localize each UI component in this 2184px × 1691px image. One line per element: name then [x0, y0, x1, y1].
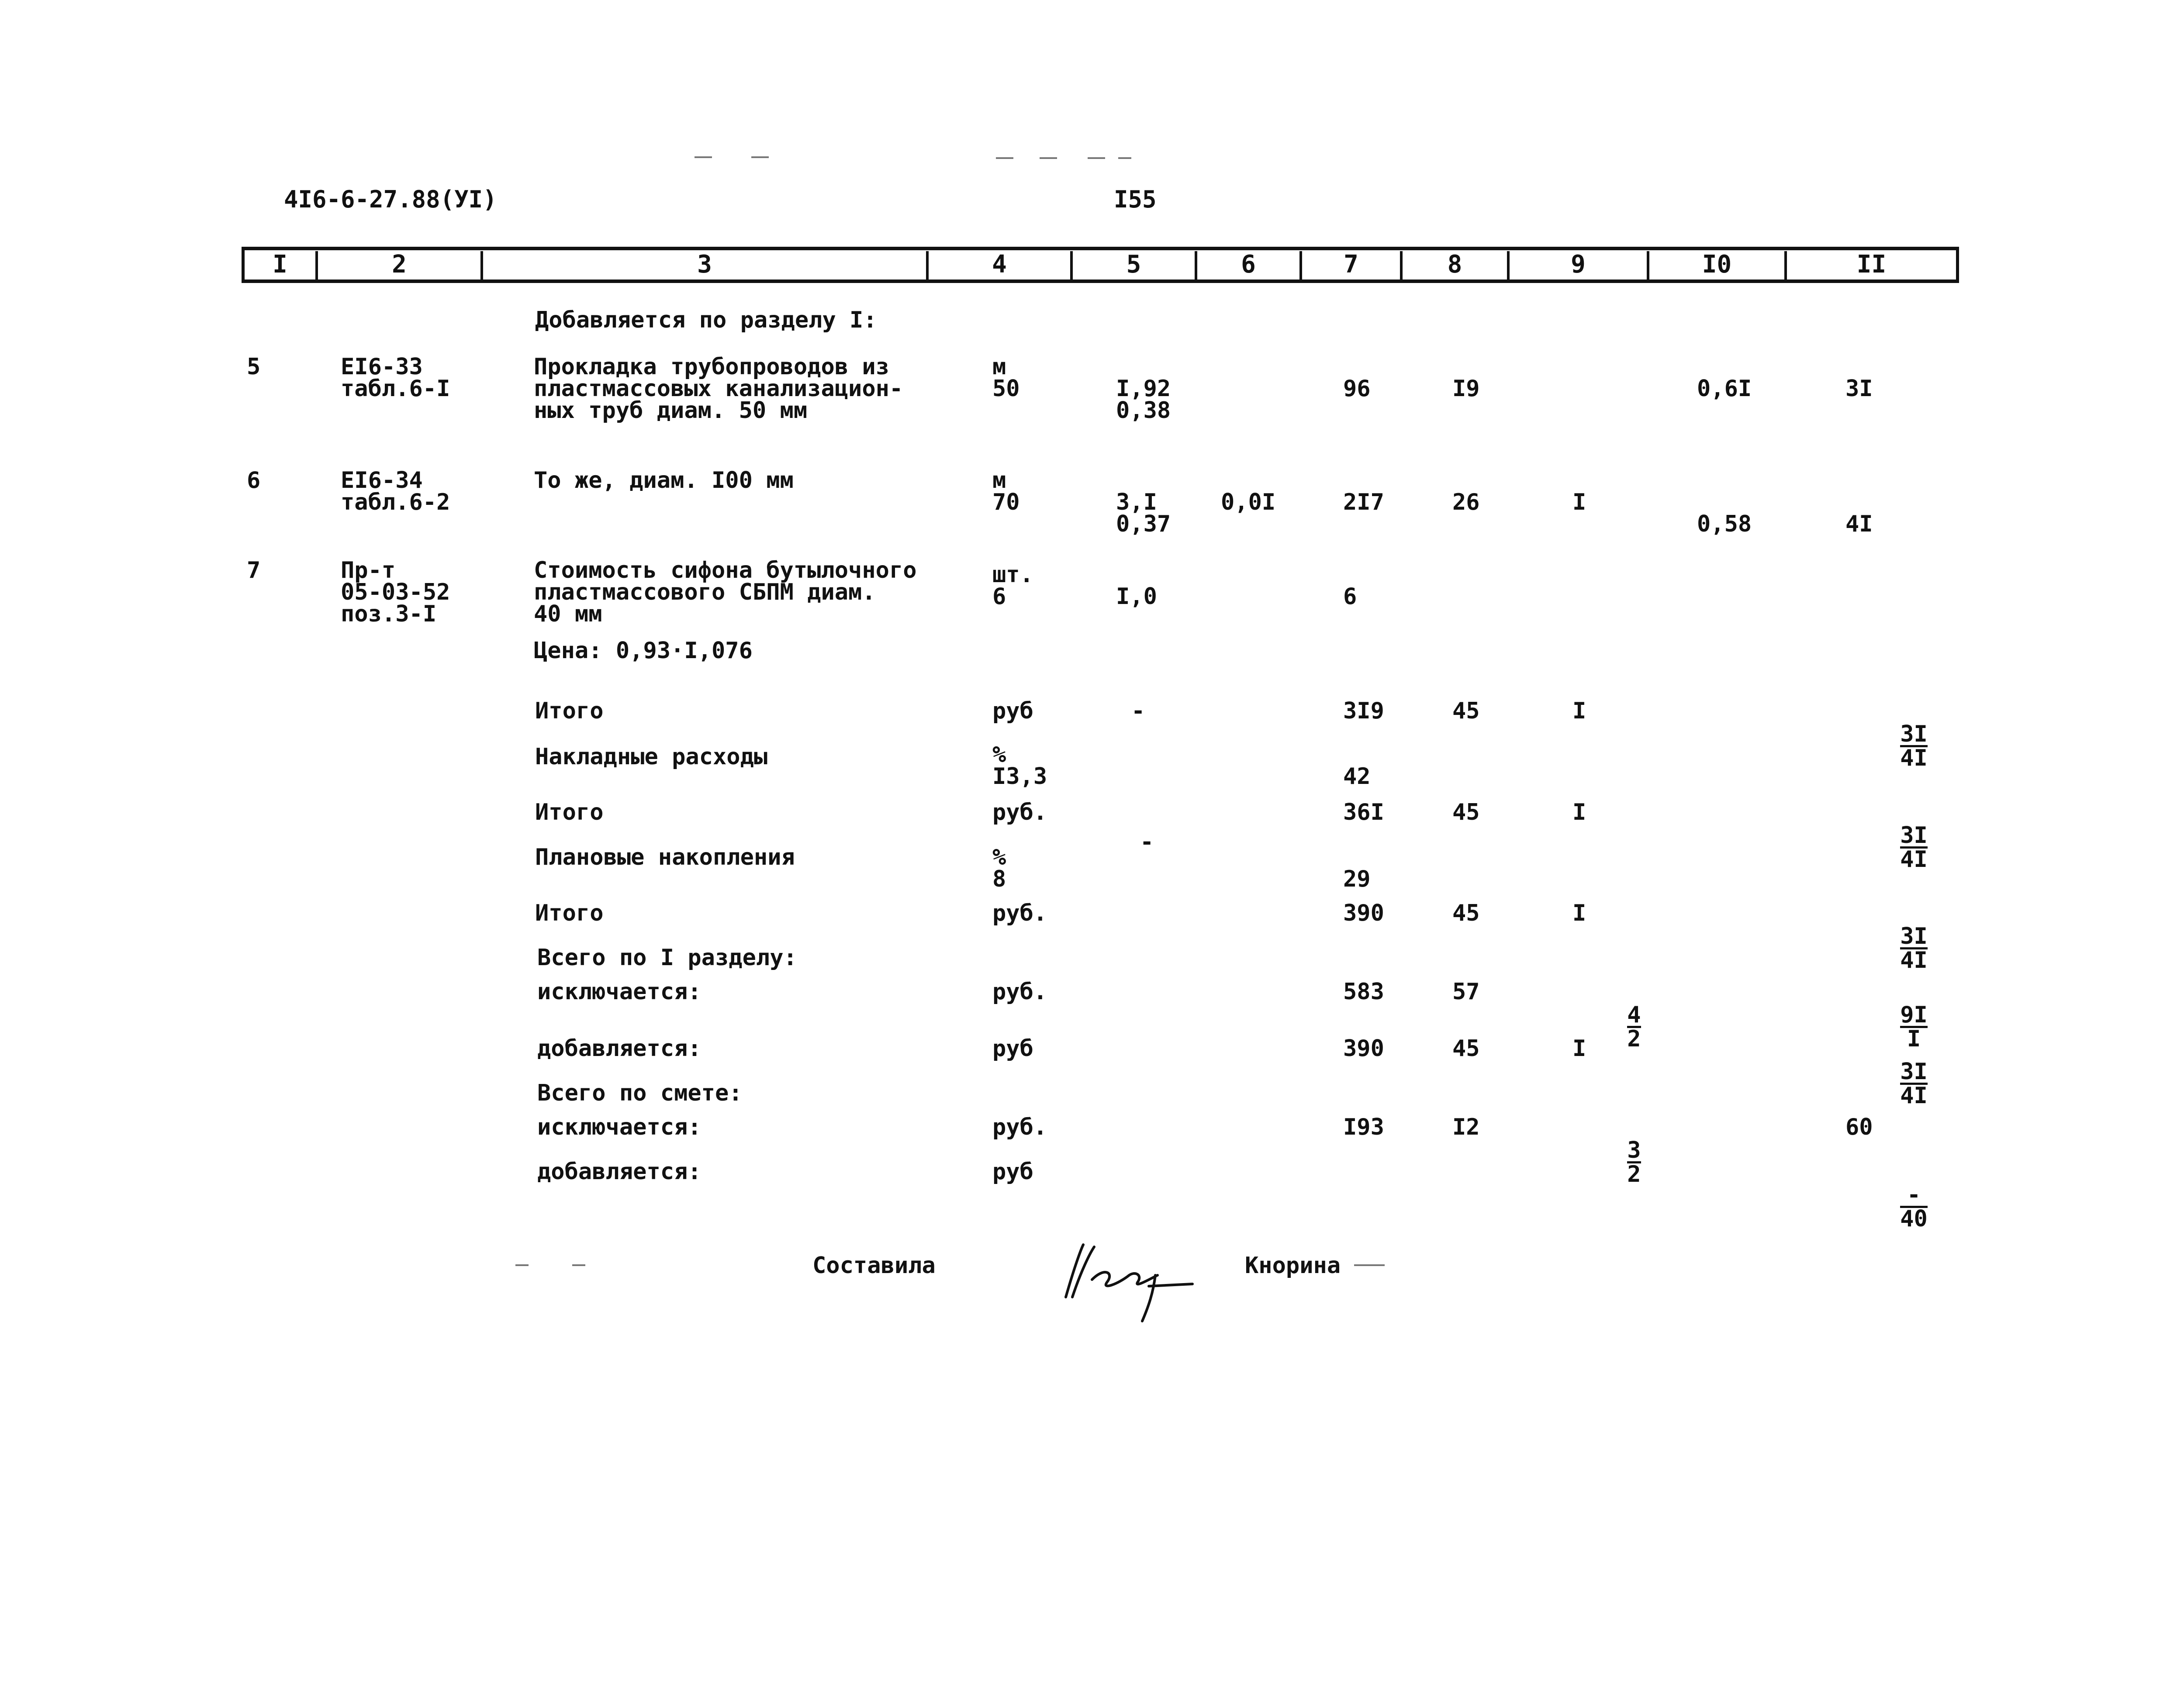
col-header-7: 7 — [1344, 250, 1358, 279]
summary-wages: 45 — [1452, 799, 1480, 825]
summary-label: Итого — [535, 698, 604, 724]
labor-unit: 0,58 — [1697, 511, 1752, 537]
row-number: 6 — [247, 467, 261, 493]
labor-bottom: 4I — [1900, 846, 1928, 873]
labor-bottom: 4I — [1900, 745, 1928, 771]
unit-cost: I,92 — [1116, 376, 1171, 402]
work-description: То же, диам. I00 мм — [534, 467, 794, 493]
summary-unit: руб — [992, 698, 1033, 724]
summary-dash: - — [1140, 829, 1154, 855]
summary-unit: руб. — [992, 979, 1047, 1005]
summary-total-cost: 583 — [1343, 979, 1384, 1005]
unit: шт. — [992, 562, 1033, 588]
row-number: 5 — [247, 354, 261, 380]
summary-machine: I — [1572, 900, 1586, 926]
summary-label: Итого — [535, 799, 604, 825]
norm-code: Пр-т — [341, 557, 396, 583]
work-description: ных труб диам. 50 мм — [534, 397, 808, 424]
total-cost: 6 — [1343, 583, 1357, 610]
norm-table: табл.6-I — [341, 376, 450, 402]
summary-machine — [1572, 1115, 1641, 1211]
work-description: Прокладка трубопроводов из — [534, 354, 889, 380]
estimate-total-heading: Всего по смете: — [537, 1080, 743, 1106]
summary-labor — [1845, 800, 1928, 896]
summary-dash: - — [1131, 698, 1145, 724]
labor-top: 3I — [1900, 721, 1928, 747]
summary-total-cost: 390 — [1343, 1035, 1384, 1062]
labor-bottom: I — [1907, 1026, 1921, 1052]
summary-label: исключается: — [537, 979, 702, 1005]
summary-machine: I — [1572, 1035, 1586, 1062]
labor-top: - — [1900, 1184, 1928, 1208]
summary-percent: 8 — [992, 866, 1006, 892]
unit-cost: 3,I — [1116, 489, 1157, 515]
quantity: 50 — [992, 376, 1020, 402]
unit-cost: I,0 — [1116, 583, 1157, 610]
work-description: пластмассового СБПМ диам. — [534, 579, 876, 605]
summary-unit: руб. — [992, 1114, 1047, 1140]
labor-top: 9I — [1900, 1002, 1928, 1028]
summary-wages: 45 — [1452, 900, 1480, 926]
quantity: 70 — [992, 489, 1020, 515]
compiled-by-label: Составила — [812, 1253, 936, 1279]
machine-bottom: 2 — [1627, 1161, 1641, 1187]
summary-label: Итого — [535, 900, 604, 926]
signature-image — [1048, 1232, 1206, 1328]
summary-label: Накладные расходы — [535, 744, 768, 770]
summary-unit: % — [992, 742, 1006, 768]
norm-table: табл.6-2 — [341, 489, 450, 515]
col-header-5: 5 — [1126, 250, 1141, 279]
col-header-10: I0 — [1702, 250, 1732, 279]
col-header-4: 4 — [992, 250, 1007, 279]
summary-total-cost: 390 — [1343, 900, 1384, 926]
summary-total-cost: 42 — [1343, 763, 1371, 790]
summary-label: исключается: — [537, 1114, 702, 1140]
total-cost: 2I7 — [1343, 489, 1384, 515]
work-description: Стоимость сифона бутылочного — [534, 557, 917, 583]
machine-top: 3 — [1627, 1137, 1641, 1163]
unit: м — [992, 467, 1006, 493]
machine-top: 4 — [1627, 1002, 1641, 1028]
summary-label: добавляется: — [537, 1035, 702, 1062]
summary-unit: руб. — [992, 900, 1047, 926]
section-total-heading: Всего по I разделу: — [537, 945, 797, 971]
labor-bottom: 4I — [1900, 947, 1928, 973]
wages: 26 — [1452, 489, 1480, 515]
summary-unit: руб. — [992, 799, 1047, 825]
labor-top: 3I — [1900, 923, 1928, 949]
quantity: 6 — [992, 583, 1006, 610]
summary-wages: 45 — [1452, 1035, 1480, 1062]
section-heading: Добавляется по разделу I: — [535, 307, 877, 333]
machine-cost: 0,0I — [1221, 489, 1276, 515]
unit-cost-wage: 0,37 — [1116, 511, 1171, 537]
compiler-name: Кнорина — [1245, 1253, 1341, 1279]
norm-code-line2: 05-03-52 — [341, 579, 450, 605]
summary-unit: % — [992, 844, 1006, 870]
labor-bottom: 40 — [1900, 1206, 1928, 1232]
wages: I9 — [1452, 376, 1480, 402]
machine-total: I — [1572, 489, 1586, 515]
price-note: Цена: 0,93·I,076 — [534, 638, 753, 664]
labor-bottom: 4I — [1900, 1083, 1928, 1109]
norm-code: EI6-34 — [341, 467, 423, 493]
col-header-9: 9 — [1571, 250, 1586, 279]
col-header-3: 3 — [697, 250, 712, 279]
labor-top: 3I — [1900, 1059, 1928, 1085]
summary-machine: I — [1572, 799, 1586, 825]
summary-labor: 60 — [1845, 1114, 1873, 1140]
col-header-8: 8 — [1447, 250, 1462, 279]
col-header-6: 6 — [1241, 250, 1256, 279]
col-header-1: I — [273, 250, 287, 279]
work-description: пластмассовых канализацион- — [534, 376, 903, 402]
labor-top: 3I — [1900, 822, 1928, 849]
summary-wages: 45 — [1452, 698, 1480, 724]
page-number: I55 — [1114, 186, 1157, 213]
summary-total-cost: 29 — [1343, 866, 1371, 892]
labor-total: 3I — [1845, 376, 1873, 402]
document-code: 4I6-6-27.88(УI) — [284, 186, 497, 213]
row-number: 7 — [247, 557, 261, 583]
summary-unit: руб — [992, 1035, 1033, 1062]
summary-labor — [1845, 1160, 1928, 1256]
machine-bottom: 2 — [1627, 1026, 1641, 1052]
summary-total-cost: 3I9 — [1343, 698, 1384, 724]
summary-machine: I — [1572, 698, 1586, 724]
summary-wages: I2 — [1452, 1114, 1480, 1140]
norm-code: EI6-33 — [341, 354, 423, 380]
summary-total-cost: I93 — [1343, 1114, 1384, 1140]
summary-total-cost: 36I — [1343, 799, 1384, 825]
col-header-11: II — [1856, 250, 1887, 279]
norm-code-line3: поз.3-I — [341, 601, 437, 627]
summary-label: добавляется: — [537, 1159, 702, 1185]
labor-total: 4I — [1845, 511, 1873, 537]
summary-wages: 57 — [1452, 979, 1480, 1005]
unit-cost-wage: 0,38 — [1116, 397, 1171, 424]
work-description: 40 мм — [534, 601, 602, 627]
labor-unit: 0,6I — [1697, 376, 1752, 402]
total-cost: 96 — [1343, 376, 1371, 402]
col-header-2: 2 — [392, 250, 407, 279]
summary-labor — [1845, 699, 1928, 795]
summary-percent: I3,3 — [992, 763, 1047, 790]
unit: м — [992, 354, 1006, 380]
summary-label: Плановые накопления — [535, 844, 795, 870]
summary-unit: руб — [992, 1159, 1033, 1185]
